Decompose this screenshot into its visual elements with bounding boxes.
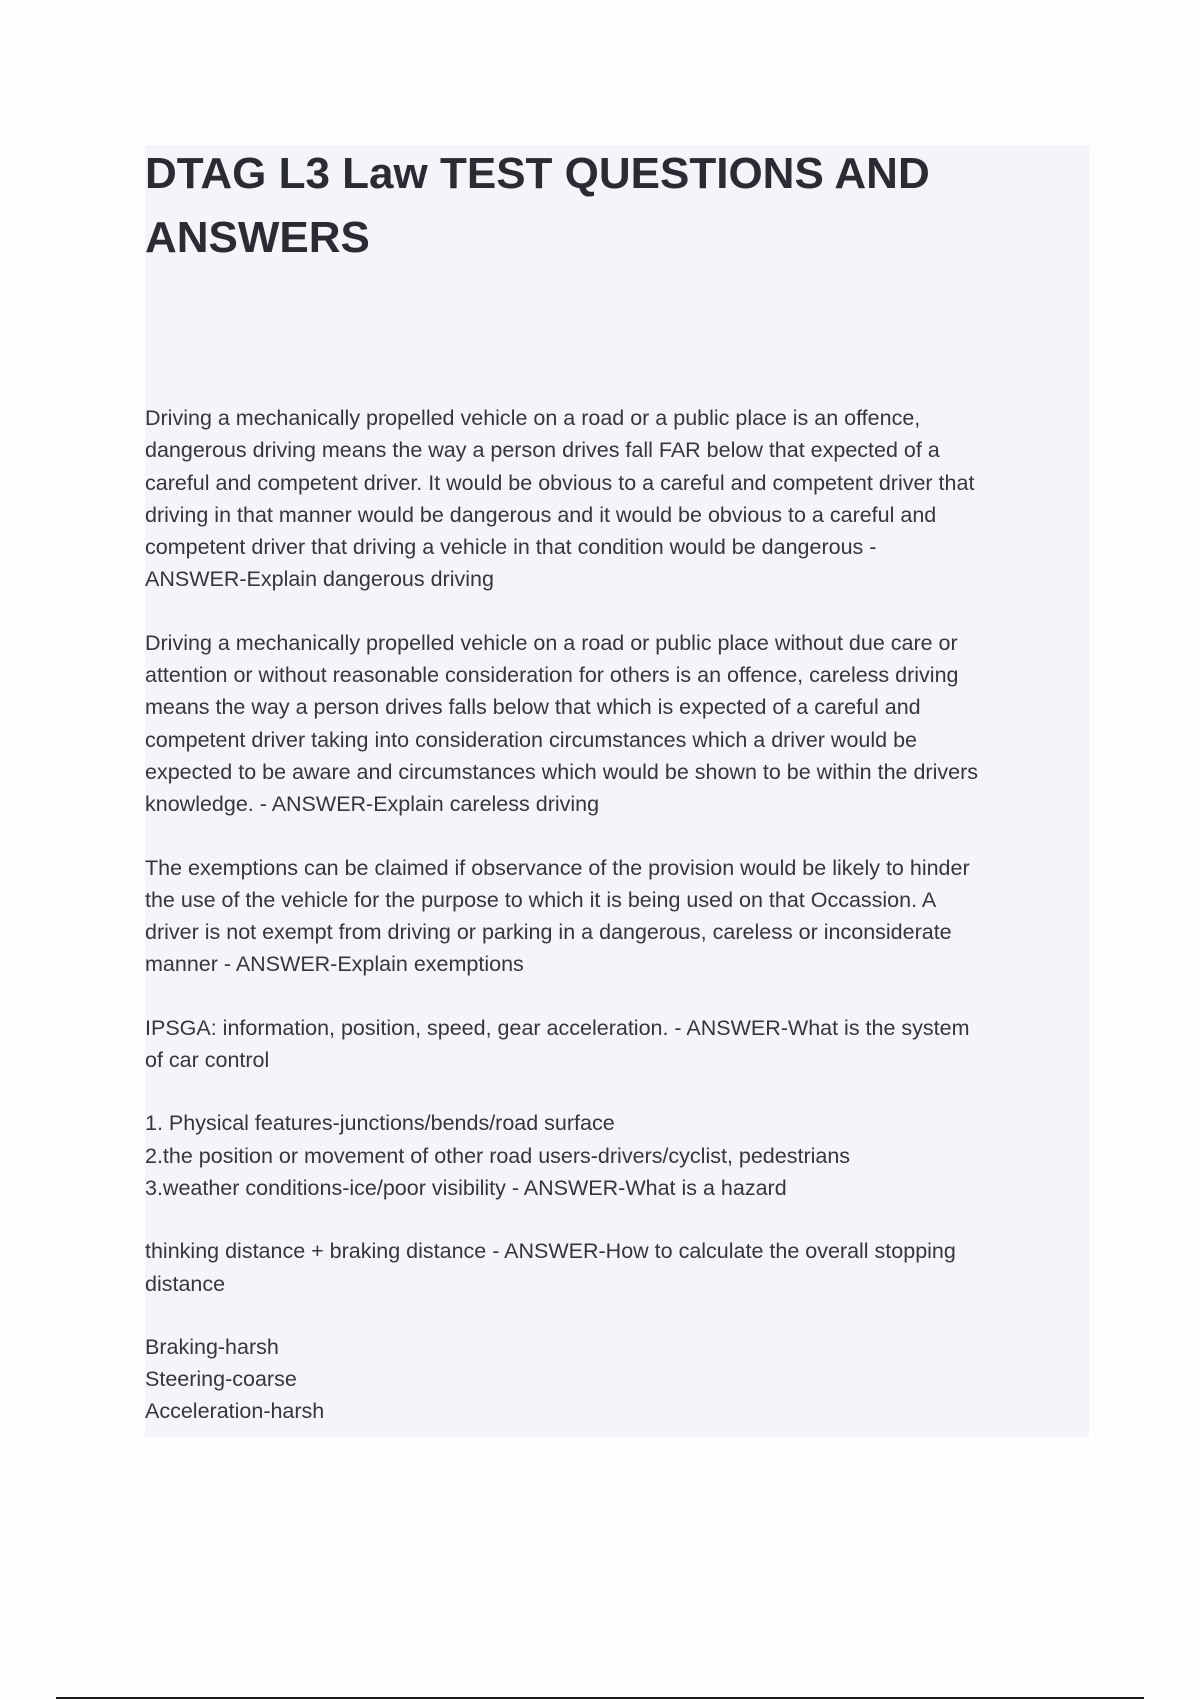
qa-line: careful and competent driver. It would be obvious to a careful and competent driver that bbox=[145, 470, 975, 495]
qa-list bbox=[145, 402, 1089, 1459]
qa-item-stopping-distance bbox=[145, 1235, 1089, 1300]
qa-line: dangerous driving means the way a person drives fall FAR below that expected of a bbox=[145, 438, 940, 463]
qa-item-exemptions bbox=[145, 852, 1089, 981]
qa-line: of car control bbox=[145, 1048, 270, 1073]
qa-line: driver is not exempt from driving or parking in a dangerous, careless or inconsiderate bbox=[145, 920, 952, 945]
qa-line: knowledge. - ANSWER-Explain careless driving bbox=[145, 792, 600, 817]
qa-line: means the way a person drives falls below that which is expected of a careful and bbox=[145, 695, 921, 720]
qa-line: expected to be aware and circumstances which would be shown to be within the drivers bbox=[145, 759, 978, 784]
qa-line: competent driver that driving a vehicle in that condition would be dangerous - bbox=[145, 535, 877, 560]
qa-line: IPSGA: information, position, speed, gear acceleration. - ANSWER-What is the system bbox=[145, 1015, 970, 1040]
qa-item-harsh-controls bbox=[145, 1331, 1089, 1428]
document-title bbox=[145, 142, 1089, 270]
qa-line: The exemptions can be claimed if observance of the provision would be likely to hinder bbox=[145, 855, 970, 880]
qa-item-hazard bbox=[145, 1107, 1089, 1204]
title-line: ANSWERS bbox=[145, 213, 370, 262]
qa-line: competent driver taking into consideration circumstances which a driver would be bbox=[145, 727, 917, 752]
qa-line: distance bbox=[145, 1271, 226, 1296]
footer-divider bbox=[56, 1697, 1144, 1699]
qa-line: manner - ANSWER-Explain exemptions bbox=[145, 952, 524, 977]
qa-line: Braking-harsh bbox=[145, 1334, 279, 1359]
qa-item-car-control bbox=[145, 1012, 1089, 1077]
qa-line: Acceleration-harsh bbox=[145, 1399, 325, 1424]
qa-line: thinking distance + braking distance - ANSWER-How to calculate the overall stopping bbox=[145, 1239, 956, 1264]
qa-line: ANSWER-Explain dangerous driving bbox=[145, 567, 494, 592]
qa-line: Driving a mechanically propelled vehicle on a road or public place without due care or bbox=[145, 630, 958, 655]
qa-line: driving in that manner would be dangerous and it would be obvious to a careful and bbox=[145, 502, 937, 527]
qa-line: Steering-coarse bbox=[145, 1367, 297, 1392]
qa-line: attention or without reasonable consideration for others is an offence, careless driving bbox=[145, 663, 959, 688]
qa-item-careless-driving bbox=[145, 627, 1089, 821]
qa-line: Driving a mechanically propelled vehicle on a road or a public place is an offence, bbox=[145, 406, 921, 430]
title-line: DTAG L3 Law TEST QUESTIONS AND bbox=[145, 149, 930, 198]
qa-line: 1. Physical features-junctions/bends/road surface bbox=[145, 1111, 615, 1136]
qa-line: 2.the position or movement of other road users-drivers/cyclist, pedestrians bbox=[145, 1143, 851, 1168]
qa-line: 3.weather conditions-ice/poor visibility - ANSWER-What is a hazard bbox=[145, 1175, 787, 1200]
qa-item-dangerous-driving bbox=[145, 402, 1089, 596]
qa-line: the use of the vehicle for the purpose to which it is being used on that Occassion. A bbox=[145, 887, 937, 912]
